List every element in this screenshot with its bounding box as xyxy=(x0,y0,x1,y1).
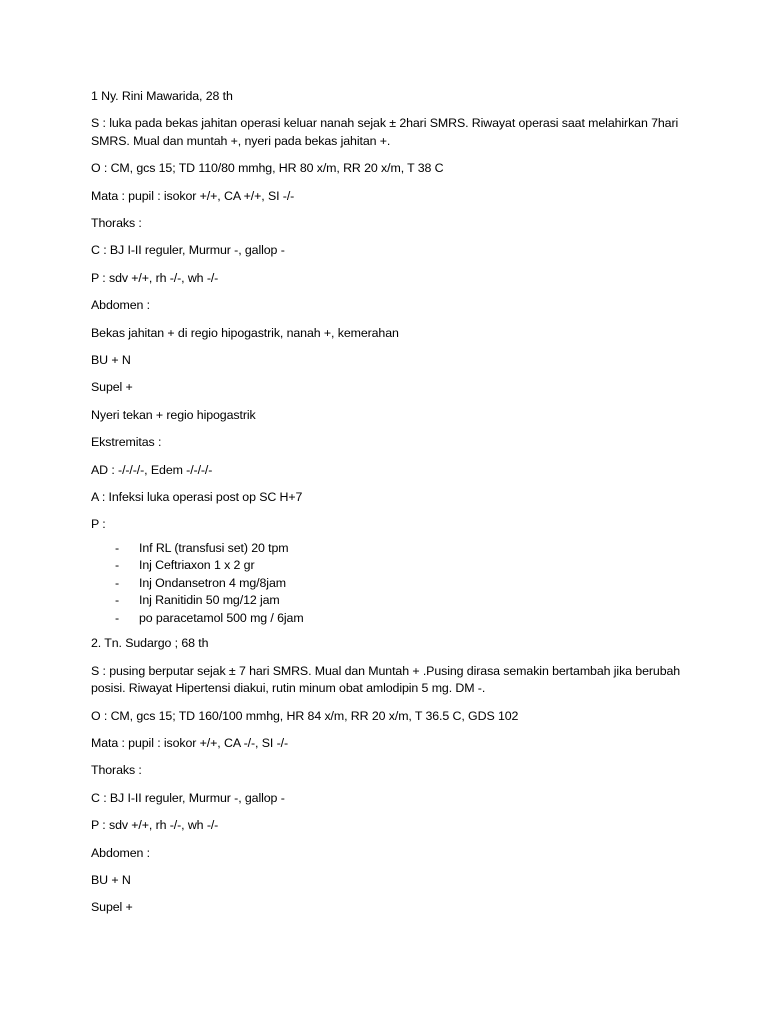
patient-1-abdomen-heading: Abdomen : xyxy=(91,298,151,313)
patient-2-bowel-sounds: BU + N xyxy=(91,872,131,887)
list-item-text: Inj Ceftriaxon 1 x 2 gr xyxy=(139,558,255,573)
list-dash: - xyxy=(115,558,120,573)
list-item xyxy=(91,575,691,593)
list-item xyxy=(91,557,691,575)
list-dash: - xyxy=(115,575,120,590)
patient-2-supple: Supel + xyxy=(91,900,133,915)
list-dash: - xyxy=(115,593,120,608)
list-item-text: Inf RL (transfusi set) 20 tpm xyxy=(139,540,289,555)
patient-1-wound: Bekas jahitan + di regio hipogastrik, nanah +, kemerahan xyxy=(91,325,399,340)
patient-1-pulmo: P : sdv +/+, rh -/-, wh -/- xyxy=(91,270,219,285)
patient-2-abdomen-heading: Abdomen : xyxy=(91,845,151,860)
patient-1-tenderness: Nyeri tekan + regio hipogastrik xyxy=(91,407,256,422)
list-item xyxy=(91,592,691,610)
patient-2-pulmo: P : sdv +/+, rh -/-, wh -/- xyxy=(91,818,219,833)
patient-1-extremities-heading: Ekstremitas : xyxy=(91,435,162,450)
list-dash: - xyxy=(115,610,120,625)
patient-2-heading: 2. Tn. Sudargo ; 68 th xyxy=(91,636,209,651)
patient-1-subjective: S : luka pada bekas jahitan operasi keluar nanah sejak ± 2hari SMRS. Riwayat operasi saat melahirkan 7hari SMRS. Mual dan muntah +, nyeri pada bekas jahitan +. xyxy=(91,116,679,148)
patient-1-heading: 1 Ny. Rini Mawarida, 28 th xyxy=(91,89,233,103)
patient-1-objective: O : CM, gcs 15; TD 110/80 mmhg, HR 80 x/m, RR 20 x/m, T 38 C xyxy=(91,161,444,176)
list-dash: - xyxy=(115,540,120,555)
list-item xyxy=(91,540,691,558)
patient-1-plan-heading: P : xyxy=(91,517,106,532)
document-body xyxy=(91,88,691,927)
patient-1-supple: Supel + xyxy=(91,380,133,395)
list-item xyxy=(91,610,691,628)
patient-1-cor: C : BJ I-II reguler, Murmur -, gallop - xyxy=(91,243,285,258)
patient-2-thorax-heading: Thoraks : xyxy=(91,763,142,778)
patient-1-plan-list xyxy=(91,540,691,628)
patient-2-cor: C : BJ I-II reguler, Murmur -, gallop - xyxy=(91,790,285,805)
patient-1-bowel-sounds: BU + N xyxy=(91,353,131,368)
patient-2-objective: O : CM, gcs 15; TD 160/100 mmhg, HR 84 x/m, RR 20 x/m, T 36.5 C, GDS 102 xyxy=(91,708,519,723)
patient-1-thorax-heading: Thoraks : xyxy=(91,216,142,231)
patient-1-eyes: Mata : pupil : isokor +/+, CA +/+, SI -/- xyxy=(91,188,295,203)
list-item-text: Inj Ondansetron 4 mg/8jam xyxy=(139,575,286,590)
patient-2-eyes: Mata : pupil : isokor +/+, CA -/-, SI -/- xyxy=(91,736,288,751)
list-item-text: Inj Ranitidin 50 mg/12 jam xyxy=(139,593,280,608)
patient-1-extremities: AD : -/-/-/-, Edem -/-/-/- xyxy=(91,462,213,477)
patient-1-assessment: A : Infeksi luka operasi post op SC H+7 xyxy=(91,489,303,504)
patient-2-subjective: S : pusing berputar sejak ± 7 hari SMRS. Mual dan Muntah + .Pusing dirasa semakin bertambah jika berubah posisi. Riwayat Hipertensi diakui, rutin minum obat amlodipin 5 mg. DM -. xyxy=(91,663,681,696)
list-item-text: po paracetamol 500 mg / 6jam xyxy=(139,610,304,625)
